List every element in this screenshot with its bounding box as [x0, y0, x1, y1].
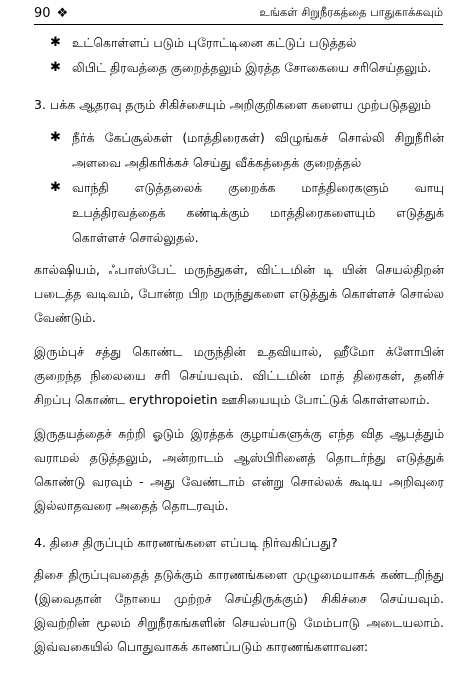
- page-body: [34, 30, 444, 659]
- paragraph: திசை திருப்புவதைத் தடுக்கும் காரணங்களை முழுமையாகக் கண்டறிந்து (இவைதான் நோயை முற்றச் செய்திருக்கும்) சிகிச்சை செய்யவும். இவற்றின் மூலம் சிறுநீரகங்களின் செயல்பாடு மேம்பாடு அடையலாம். இவ்வகையில் பொதுவாகக் காணப்படும் காரணங்களாவன:: [34, 567, 444, 654]
- page-number: 90: [34, 5, 51, 21]
- list-item-text: நீர்க் கேப்சூல்கள் (மாத்திரைகள்) விழுங்கச் சொல்லி சிறுநீரின் அளவை அதிகரிக்கச் செய்து வீக்கத்தைக் குறைத்தல்: [72, 130, 444, 170]
- ornament-icon: ❖: [56, 5, 69, 21]
- paragraph: இரும்புச் சத்து கொண்ட மருந்தின் உதவியால், ஹீமோ க்ளோபின் குறைந்த நிலையை சரி செய்யவும். விட்டமின் மாத் திரைகள், தனிச் சிறப்பு கொண்ட erythropoietin ஊசியையும் போட்டுக் கொள்ளலாம்.: [34, 344, 444, 407]
- list-item-text: வாந்தி எடுத்தலைக் குறைக்க மாத்திரைகளும் வாயு உபத்திரவத்தைக் கண்டிக்கும் மாத்திரைகளையும் எடுத்துக் கொள்ளச் சொல்லுதல்.: [72, 180, 444, 245]
- asterisk-bullet-icon: ✱: [50, 60, 61, 75]
- list-item: [34, 30, 444, 55]
- list-item-text: லிபிட் திரவத்தை குறைத்தலும் இரத்த சோகையை சரிசெய்தலும்.: [72, 60, 432, 75]
- list-item: [34, 55, 444, 80]
- page-header: [34, 2, 443, 25]
- section-heading: 4. திசை திருப்பும் காரணங்களை எப்படி நிர்வகிப்பது?: [34, 535, 338, 550]
- paragraph: கால்ஷியம், ஃபாஸ்பேட் மருந்துகள், விட்டமின் டி யின் செயல்திறன் படைத்த வடிவம், போன்ற பிற மருந்துகளை எடுத்துக் கொள்ளச் சொல்ல வேண்டும்.: [34, 262, 444, 325]
- asterisk-bullet-icon: ✱: [50, 35, 61, 50]
- paragraph: இருதயத்தைச் சுற்றி ஓடும் இரத்தக் குழாய்களுக்கு எந்த வித ஆபத்தும் வராமல் தடுத்தலும், அன்றாடம் ஆஸ்பிரினைத் தொடர்ந்து எடுத்துக் கொண்டு வரவும் - அது வேண்டாம் என்று சொல்லக் கூடிய அறிவுரை இல்லாதவரை அதைத் தொடரவும்.: [34, 426, 444, 513]
- list-item-text: உட்கொள்ளப் படும் புரோட்டினை கட்டுப் படுத்தல்: [72, 35, 357, 50]
- asterisk-bullet-icon: ✱: [50, 130, 61, 145]
- list-item: [34, 175, 444, 250]
- page-number-block: [34, 6, 68, 21]
- section-heading: 3. பக்க ஆதரவு தரும் சிகிச்சையும் அறிகுறிகளை களைய முற்படுதலும்: [34, 97, 431, 112]
- running-title: உங்கள் சிறுநீரகத்தை பாதுகாக்கவும்: [259, 5, 443, 19]
- asterisk-bullet-icon: ✱: [50, 180, 61, 195]
- list-item: [34, 125, 444, 175]
